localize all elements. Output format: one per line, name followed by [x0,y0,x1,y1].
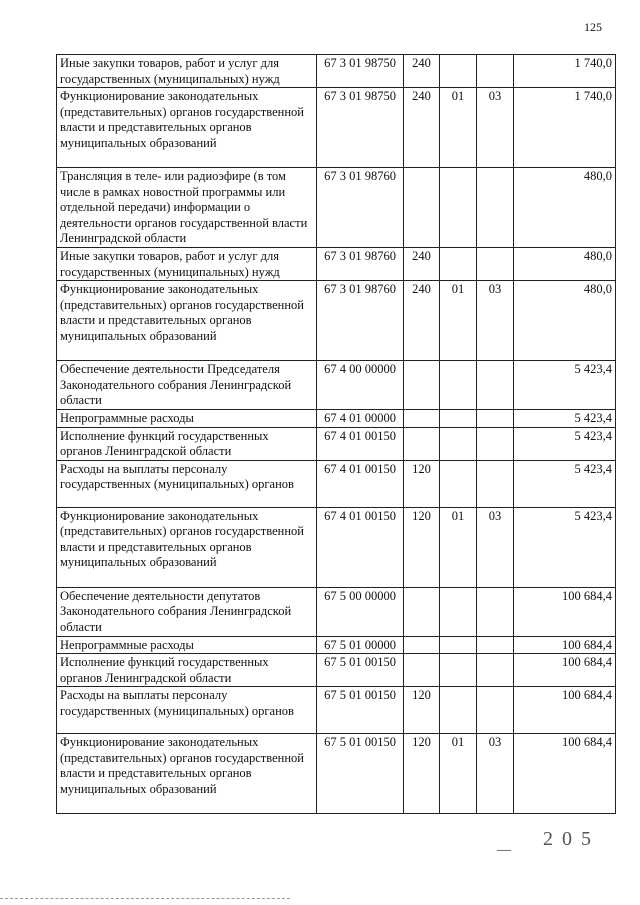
row-section: 01 [440,734,477,814]
row-name: Функционирование законодательных (представительных) органов государственной власти и представительных органов муниципальных образований [57,281,317,361]
row-code: 67 4 00 00000 [317,361,404,410]
row-expense-type: 240 [404,55,440,88]
row-name: Исполнение функций государственных органов Ленинградской области [57,654,317,687]
row-expense-type [404,427,440,460]
table-row [57,654,616,687]
row-sum: 480,0 [514,168,616,248]
table-row [57,410,616,428]
row-sum: 100 684,4 [514,654,616,687]
table-row [57,427,616,460]
row-name: Иные закупки товаров, работ и услуг для государственных (муниципальных) нужд [57,55,317,88]
row-name: Непрограммные расходы [57,636,317,654]
table-row [57,687,616,734]
row-subsection: 03 [477,507,514,587]
row-section: 01 [440,507,477,587]
row-section: 01 [440,88,477,168]
footer-dash [497,850,511,851]
row-section [440,636,477,654]
row-expense-type [404,587,440,636]
row-section [440,427,477,460]
budget-table [56,54,616,814]
table-row [57,460,616,507]
row-subsection [477,410,514,428]
row-expense-type: 240 [404,248,440,281]
row-name: Функционирование законодательных (представительных) органов государственной власти и представительных органов муниципальных образований [57,507,317,587]
bottom-divider [0,898,290,899]
row-code: 67 3 01 98750 [317,88,404,168]
row-section [440,654,477,687]
row-subsection [477,460,514,507]
row-name: Функционирование законодательных (представительных) органов государственной власти и представительных органов муниципальных образований [57,734,317,814]
row-expense-type [404,636,440,654]
table-row [57,55,616,88]
row-subsection [477,168,514,248]
row-code: 67 4 01 00150 [317,427,404,460]
row-expense-type: 240 [404,281,440,361]
row-sum: 100 684,4 [514,636,616,654]
row-code: 67 4 01 00150 [317,507,404,587]
row-expense-type: 120 [404,687,440,734]
row-sum: 5 423,4 [514,507,616,587]
row-code: 67 5 01 00150 [317,687,404,734]
row-sum: 5 423,4 [514,460,616,507]
row-code: 67 5 01 00000 [317,636,404,654]
row-subsection [477,636,514,654]
row-code: 67 4 01 00150 [317,460,404,507]
table-row [57,88,616,168]
row-subsection [477,654,514,687]
row-subsection: 03 [477,281,514,361]
row-expense-type: 120 [404,507,440,587]
row-name: Функционирование законодательных (представительных) органов государственной власти и представительных органов муниципальных образований [57,88,317,168]
row-code: 67 4 01 00000 [317,410,404,428]
row-section: 01 [440,281,477,361]
row-expense-type: 120 [404,460,440,507]
row-sum: 100 684,4 [514,587,616,636]
row-section [440,587,477,636]
row-subsection [477,587,514,636]
row-name: Обеспечение деятельности депутатов Законодательного собрания Ленинградской области [57,587,317,636]
table-row [57,248,616,281]
row-subsection [477,248,514,281]
row-section [440,168,477,248]
row-sum: 480,0 [514,281,616,361]
row-sum: 1 740,0 [514,55,616,88]
table-row [57,734,616,814]
row-code: 67 5 01 00150 [317,654,404,687]
row-sum: 1 740,0 [514,88,616,168]
table-row [57,587,616,636]
row-sum: 480,0 [514,248,616,281]
row-code: 67 5 00 00000 [317,587,404,636]
handwritten-page-mark: 2 0 5 [543,828,593,850]
table-row [57,636,616,654]
row-subsection: 03 [477,88,514,168]
table-row [57,168,616,248]
row-subsection: 03 [477,734,514,814]
row-name: Трансляция в теле- или радиоэфире (в том числе в рамках новостной программы или отдельной передачи) информации о деятельности органов государственной власти Ленинградской области [57,168,317,248]
row-name: Непрограммные расходы [57,410,317,428]
row-section [440,361,477,410]
row-code: 67 3 01 98760 [317,168,404,248]
row-expense-type: 120 [404,734,440,814]
page-number: 125 [584,20,602,34]
row-subsection [477,361,514,410]
row-name: Расходы на выплаты персоналу государственных (муниципальных) органов [57,687,317,734]
row-sum: 100 684,4 [514,734,616,814]
row-subsection [477,687,514,734]
row-section [440,460,477,507]
row-section [440,687,477,734]
row-subsection [477,55,514,88]
row-expense-type [404,410,440,428]
row-sum: 5 423,4 [514,427,616,460]
row-sum: 5 423,4 [514,361,616,410]
row-code: 67 3 01 98750 [317,55,404,88]
row-name: Расходы на выплаты персоналу государственных (муниципальных) органов [57,460,317,507]
row-expense-type [404,361,440,410]
row-name: Обеспечение деятельности Председателя Законодательного собрания Ленинградской области [57,361,317,410]
row-subsection [477,427,514,460]
table-row [57,507,616,587]
table-row [57,281,616,361]
row-code: 67 3 01 98760 [317,248,404,281]
row-sum: 5 423,4 [514,410,616,428]
row-code: 67 3 01 98760 [317,281,404,361]
row-expense-type [404,168,440,248]
row-name: Иные закупки товаров, работ и услуг для государственных (муниципальных) нужд [57,248,317,281]
row-name: Исполнение функций государственных органов Ленинградской области [57,427,317,460]
table-row [57,361,616,410]
row-section [440,410,477,428]
row-section [440,248,477,281]
row-expense-type [404,654,440,687]
row-sum: 100 684,4 [514,687,616,734]
row-section [440,55,477,88]
row-code: 67 5 01 00150 [317,734,404,814]
row-expense-type: 240 [404,88,440,168]
